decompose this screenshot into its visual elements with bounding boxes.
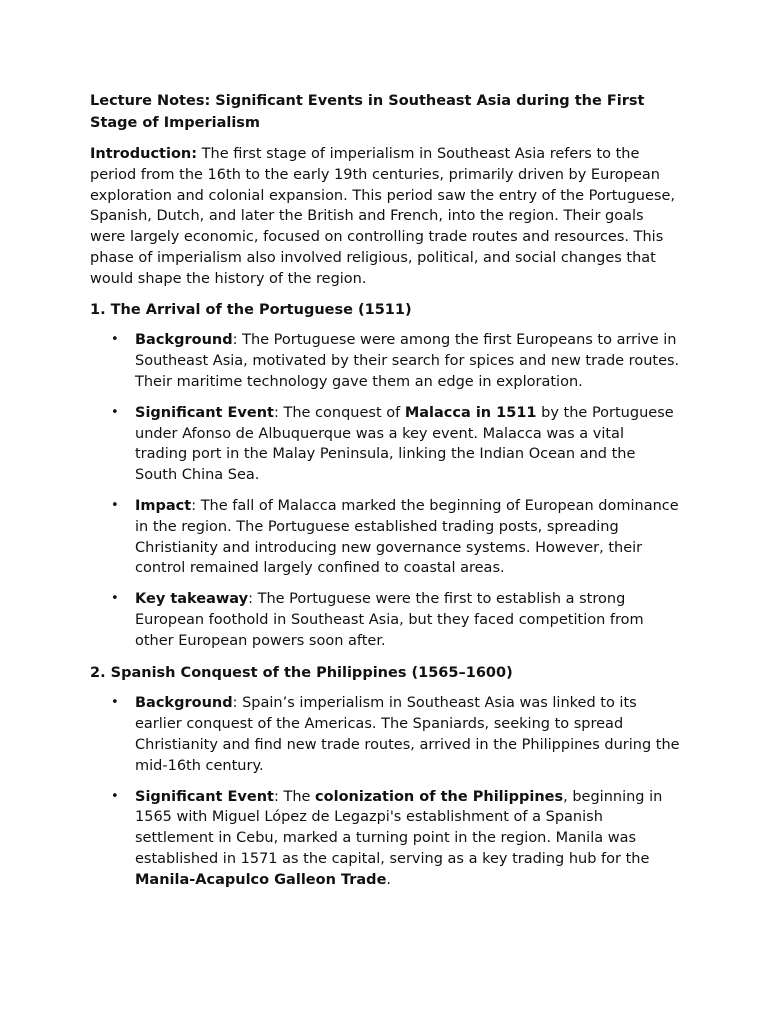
bullet-icon: •	[111, 695, 119, 711]
bullet-icon: •	[111, 591, 119, 607]
bullet-text: by the Portuguese under Afonso de Albuquerque was a key event. Malacca was a vital trading port in the Malay Peninsula, linking the Indian Ocean and the South China Sea.	[135, 404, 674, 484]
list-item	[90, 693, 680, 776]
bullet-label: Significant Event	[135, 788, 274, 805]
section-heading-portuguese: 1. The Arrival of the Portuguese (1511)	[90, 301, 412, 318]
list-item	[90, 403, 680, 486]
list-item	[90, 496, 680, 579]
bullet-text: : Spain’s imperialism in Southeast Asia was linked to its earlier conquest of the Americas. The Spaniards, seeking to spread Christianity and find new trade routes, arrived in the Philippines during the mid-16th century.	[135, 695, 680, 774]
bullet-text: .	[386, 871, 392, 888]
bullet-label: Background	[135, 332, 233, 349]
bullet-text: : The	[273, 788, 316, 805]
bullet-text: : The Portuguese were the first to establish a strong European foothold in Southeast Asia, but they faced competition from other European powers soon after.	[135, 591, 644, 649]
bullet-text: : The Portuguese were among the first Europeans to arrive in Southeast Asia, motivated by their search for spices and new trade routes. Their maritime technology gave them an edge in exploration.	[135, 332, 680, 390]
introduction-paragraph	[90, 144, 680, 290]
portuguese-bullet-list	[90, 330, 680, 651]
bullet-label: Background	[135, 695, 233, 712]
bullet-icon: •	[111, 497, 119, 513]
bullet-label: Impact	[135, 497, 192, 514]
bullet-label: Key takeaway	[135, 591, 249, 608]
introduction-label: Introduction:	[90, 146, 198, 162]
introduction-text: The first stage of imperialism in Southeast Asia refers to the period from the 16th to the early 19th centuries, primarily driven by European exploration and colonial expansion. This period saw the entry of the Portuguese, Spanish, Dutch, and later the British and French, into the region. Their goals were largely economic, focused on controlling trade routes and resources. This phase of imperialism also involved religious, political, and social changes that would shape the history of the region.	[90, 146, 675, 287]
bullet-text: , beginning in 1565 with Miguel López de Legazpi's establishment of a Spanish settlement in Cebu, marked a turning point in the region. Manila was established in 1571 as the capital, serving as a key trading hub for the	[135, 788, 663, 867]
bullet-icon: •	[111, 404, 119, 420]
bullet-emphasis: Manila-Acapulco Galleon Trade	[135, 871, 387, 888]
list-item	[90, 589, 680, 651]
document-title: Lecture Notes: Significant Events in Southeast Asia during the First Stage of Imperialism	[90, 93, 645, 131]
bullet-emphasis: Malacca in 1511	[404, 404, 537, 421]
bullet-emphasis: colonization of the Philippines	[315, 788, 564, 805]
bullet-label: Significant Event	[135, 404, 274, 421]
bullet-icon: •	[111, 788, 119, 804]
list-item	[90, 330, 680, 392]
list-item	[90, 787, 680, 891]
bullet-icon: •	[111, 332, 119, 348]
spanish-bullet-list	[90, 693, 680, 890]
document-page	[90, 91, 680, 902]
bullet-text: : The fall of Malacca marked the beginning of European dominance in the region. The Portuguese established trading posts, spreading Christianity and introducing new governance systems. However, their control remained largely confined to coastal areas.	[135, 497, 679, 577]
bullet-text: : The conquest of	[273, 404, 405, 421]
section-heading-spanish: 2. Spanish Conquest of the Philippines (1565–1600)	[90, 664, 513, 681]
